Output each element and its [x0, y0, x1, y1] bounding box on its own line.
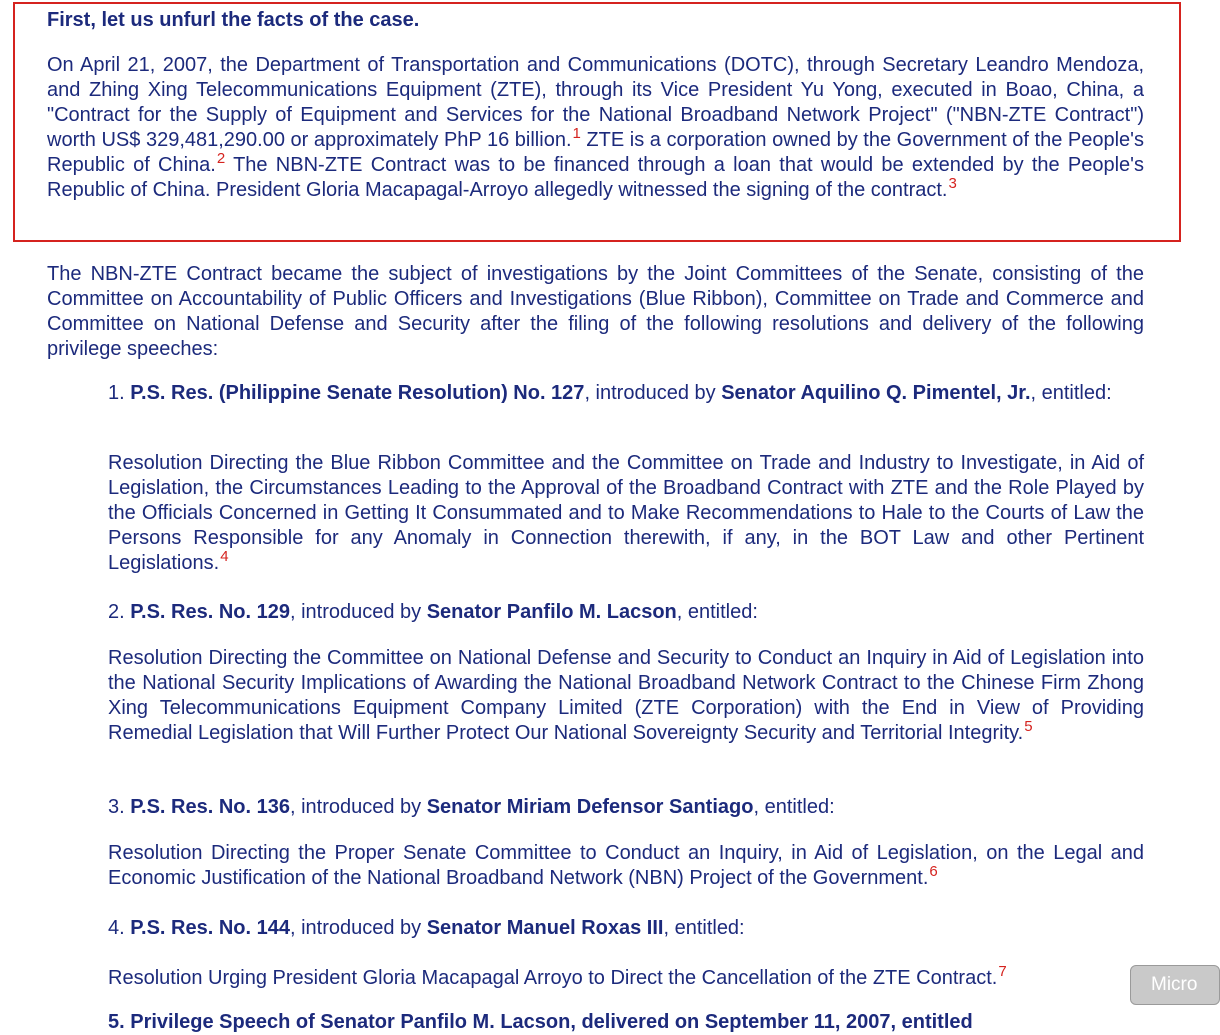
- item-ending: , entitled:: [663, 917, 745, 939]
- footnote-link-6[interactable]: 6: [929, 863, 938, 880]
- intro-heading: First, let us unfurl the facts of the case.: [47, 9, 420, 31]
- resolution-title: Resolution Directing the Blue Ribbon Committee and the Committee on Trade and Industry to Investigate, in Aid of Legislation, the Circumstances Leading to the Approval of the Broadband Contract with ZTE and the Role Played by the Officials Concerned in Getting It Consummated and to Make Recommendations to Hale to the Courts of Law the Persons Responsible for any Anomaly in Connection therewith, if any, in the BOT Law and other Pertinent Legislations.: [108, 452, 1144, 574]
- item-number: 1.: [108, 382, 131, 404]
- resolution-title: Resolution Urging President Gloria Macapagal Arroyo to Direct the Cancellation of the ZTE Contract.: [108, 967, 998, 989]
- senator-name: Senator Aquilino Q. Pimentel, Jr.: [721, 382, 1031, 404]
- resolution-number: P.S. Res. (Philippine Senate Resolution) No. 127: [130, 382, 585, 404]
- item-number: 4.: [108, 917, 131, 939]
- footnote-link-4[interactable]: 4: [220, 548, 229, 565]
- resolution-item-1: [108, 381, 1144, 406]
- next-item-cutoff: 5. Privilege Speech of Senator Panfilo M. Lacson, delivered on September 11, 2007, entitled: [108, 1011, 973, 1033]
- facts-text-3: The NBN-ZTE Contract was to be financed through a loan that would be extended by the People's Republic of China. President Gloria Macapagal-Arroyo allegedly witnessed the signing of the contract.: [47, 154, 1144, 201]
- footnote-link-3[interactable]: 3: [948, 175, 957, 192]
- resolution-item-3: [108, 795, 1144, 820]
- resolution-body-4: [108, 963, 1144, 991]
- item-connector: , introduced by: [289, 796, 427, 818]
- resolution-title: Resolution Directing the Proper Senate Committee to Conduct an Inquiry, in Aid of Legislation, on the Legal and Economic Justification of the National Broadband Network (NBN) Project of the Government.: [108, 842, 1144, 889]
- footnote-link-2[interactable]: 2: [216, 150, 226, 167]
- footnote-link-1[interactable]: 1: [572, 125, 581, 142]
- item-ending: , entitled:: [1030, 382, 1112, 404]
- item-ending: , entitled:: [753, 796, 835, 818]
- resolution-number: P.S. Res. No. 136: [130, 796, 290, 818]
- resolution-number: P.S. Res. No. 129: [130, 601, 290, 623]
- resolution-item-2: [108, 600, 1144, 625]
- item-number: 2.: [108, 601, 131, 623]
- resolution-item-4: [108, 916, 1144, 941]
- overlay-tab-button[interactable]: Micro: [1130, 965, 1220, 1005]
- facts-paragraph: [47, 53, 1144, 203]
- footnote-link-7[interactable]: 7: [998, 963, 1007, 980]
- item-connector: , introduced by: [289, 601, 427, 623]
- resolution-title: Resolution Directing the Committee on National Defense and Security to Conduct an Inquiry in Aid of Legislation into the National Security Implications of Awarding the National Broadband Network Contract to the Chinese Firm Zhong Xing Telecommunications Equipment Company Limited (ZTE Corporation) with the End in View of Providing Remedial Legislation that Will Further Protect Our National Sovereignty Security and Territorial Integrity.: [108, 647, 1144, 744]
- facts-text-2: ZTE is a corporation owned by the Government of the People's Republic of China.: [47, 129, 1144, 176]
- item-ending: , entitled:: [676, 601, 758, 623]
- resolution-number: P.S. Res. No. 144: [130, 917, 290, 939]
- footnote-link-5[interactable]: 5: [1024, 718, 1033, 735]
- resolution-body-1: [108, 451, 1144, 576]
- senator-name: Senator Manuel Roxas III: [426, 917, 664, 939]
- senator-name: Senator Miriam Defensor Santiago: [426, 796, 754, 818]
- facts-text-1: On April 21, 2007, the Department of Transportation and Communications (DOTC), through Secretary Leandro Mendoza, and Zhing Xing Telecommunications Equipment (ZTE), through its Vice President Yu Yong, executed in Boao, China, a "Contract for the Supply of Equipment and Services for the National Broadband Network Project" ("NBN-ZTE Contract") worth US$ 329,481,290.00 or approximately PhP 16 billion.: [47, 54, 1144, 151]
- resolution-body-3: [108, 841, 1144, 891]
- investigation-paragraph: The NBN-ZTE Contract became the subject of investigations by the Joint Committees of the Senate, consisting of the Committee on Accountability of Public Officers and Investigations (Blue Ribbon), Committee on Trade and Commerce and Committee on National Defense and Security after the filing of the following resolutions and delivery of the following privilege speeches:: [47, 263, 1144, 360]
- senator-name: Senator Panfilo M. Lacson: [426, 601, 677, 623]
- item-connector: , introduced by: [584, 382, 722, 404]
- item-connector: , introduced by: [289, 917, 427, 939]
- item-number: 3.: [108, 796, 131, 818]
- resolution-body-2: [108, 646, 1144, 746]
